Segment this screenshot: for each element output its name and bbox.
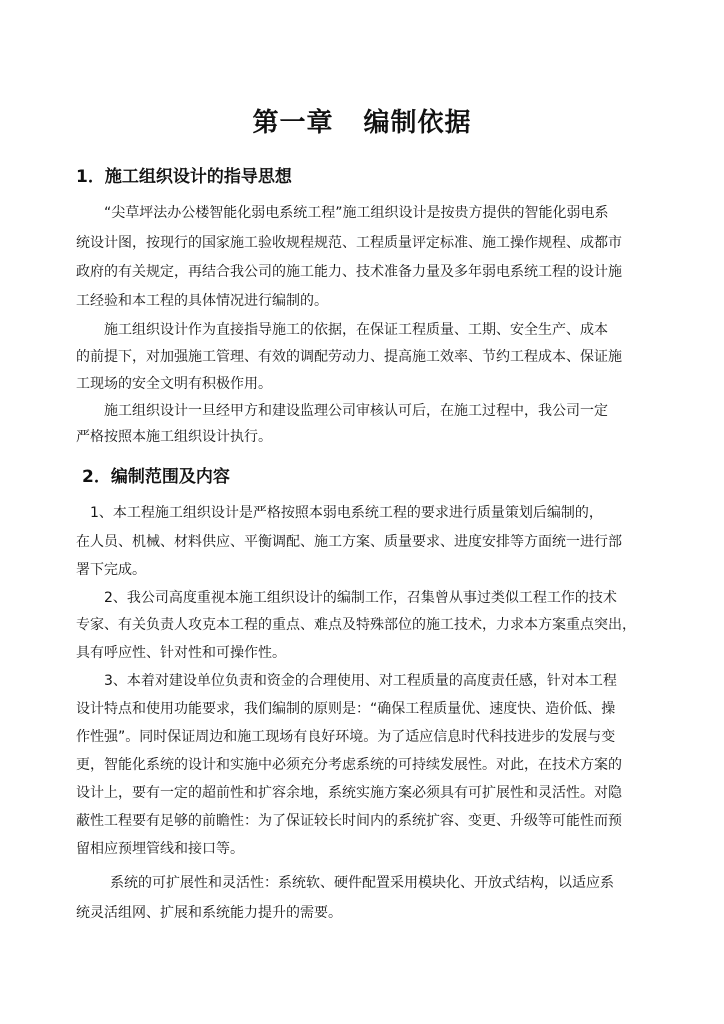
paragraph-line: 统设计图，按现行的国家施工验收规程规范、工程质量评定标准、施工操作规程、成都市 (76, 235, 622, 251)
paragraph-line: 2、我公司高度重视本施工组织设计的编制工作，召集曾从事过类似工程工作的技术 (104, 590, 617, 606)
paragraph-line: 系统的可扩展性和灵活性：系统软、硬件配置采用模块化、开放式结构，以适应系 (110, 875, 614, 891)
chapter-name: 编制依据 (363, 108, 472, 138)
paragraph-line: 更，智能化系统的设计和实施中必须充分考虑系统的可持续发展性。对此，在技术方案的 (76, 757, 622, 773)
paragraph-line: 施工组织设计作为直接指导施工的依据，在保证工程质量、工期、安全生产、成本 (104, 322, 608, 338)
paragraph-line: 的前提下，对加强施工管理、有效的调配劳动力、提高施工效率、节约工程成本、保证施 (76, 349, 622, 365)
paragraph-line: 工现场的安全文明有积极作用。 (76, 376, 272, 392)
paragraph-line: 1、本工程施工组织设计是严格按照本弱电系统工程的要求进行质量策划后编制的， (90, 505, 603, 521)
paragraph-line: 具有呼应性、针对性和可操作性。 (76, 645, 286, 661)
paragraph-line: 作性强”。同时保证周边和施工现场有良好环境。为了适应信息时代科技进步的发展与变 (76, 729, 616, 745)
paragraph-line: 政府的有关规定，再结合我公司的施工能力、技术准备力量及多年弱电系统工程的设计施 (76, 264, 622, 280)
section-heading-1: 1．施工组织设计的指导思想 (76, 167, 292, 187)
paragraph-line: 设计上，要有一定的超前性和扩容余地，系统实施方案必须具有可扩展性和灵活性。对隐 (76, 785, 622, 801)
chapter-title (0, 102, 724, 139)
section-heading-2: 2．编制范围及内容 (82, 467, 230, 487)
paragraph-line: 蔽性工程要有足够的前瞻性：为了保证较长时间内的系统扩容、变更、升级等可能性而预 (76, 813, 622, 829)
paragraph-line: 专家、有关负责人攻克本工程的重点、难点及特殊部位的施工技术，力求本方案重点突出， (76, 617, 636, 633)
paragraph-line: “尖草坪法办公楼智能化弱电系统工程”施工组织设计是按贵方提供的智能化弱电系 (104, 205, 609, 221)
paragraph-line: 留相应预埋管线和接口等。 (76, 841, 244, 857)
paragraph-line: 3、本着对建设单位负责和资金的合理使用、对工程质量的高度责任感，针对本工程 (104, 673, 617, 689)
paragraph-line: 在人员、机械、材料供应、平衡调配、施工方案、质量要求、进度安排等方面统一进行部 (76, 534, 622, 550)
paragraph-line: 施工组织设计一旦经甲方和建设监理公司审核认可后，在施工过程中，我公司一定 (104, 403, 608, 419)
paragraph-line: 工经验和本工程的具体情况进行编制的。 (76, 293, 328, 309)
paragraph-line: 署下完成。 (76, 562, 146, 578)
paragraph-line: 设计特点和使用功能要求，我们编制的原则是：“确保工程质量优、速度快、造价低、操 (76, 701, 616, 717)
chapter-number: 第一章 (252, 108, 334, 138)
paragraph-line: 严格按照本施工组织设计执行。 (76, 429, 272, 445)
paragraph-line: 统灵活组网、扩展和系统能力提升的需要。 (76, 905, 342, 921)
